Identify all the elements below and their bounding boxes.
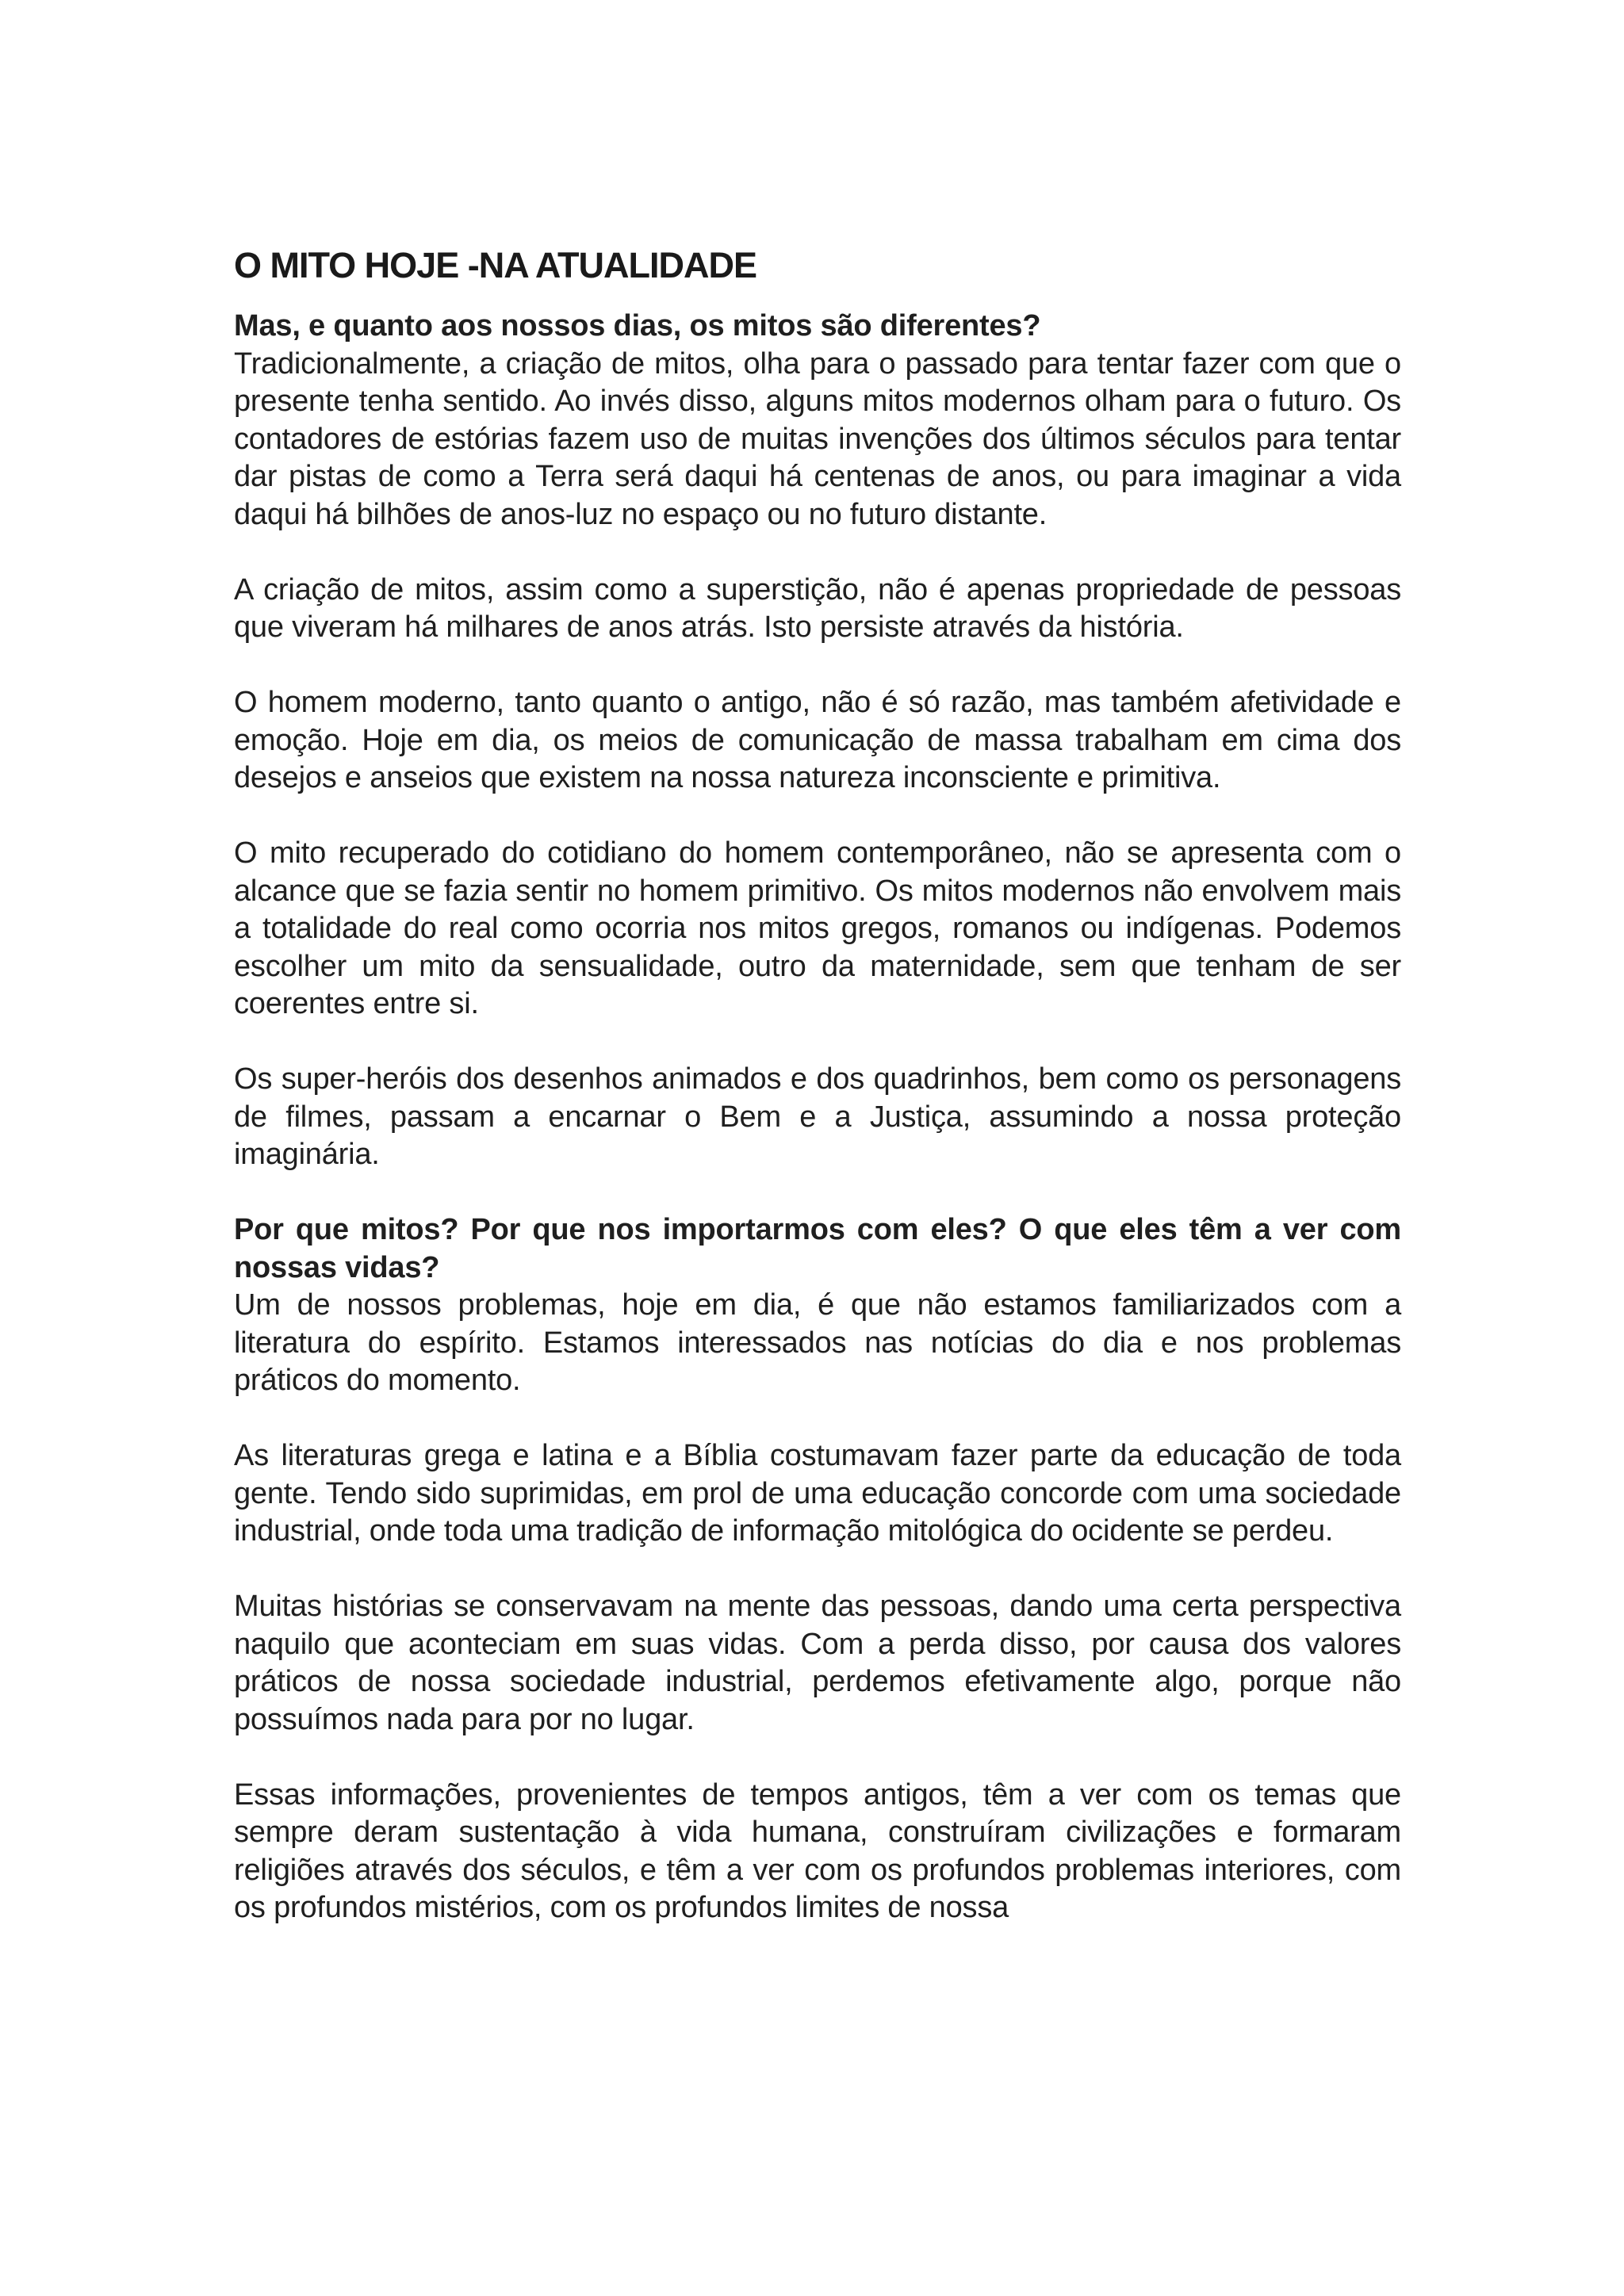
page-title: O MITO HOJE -NA ATUALIDADE [234, 245, 756, 285]
paragraph: O homem moderno, tanto quanto o antigo, não é só razão, mas também afetividade e emoção. Hoje em dia, os meios de comunicação de massa trabalham em cima dos desejos e anseios que existem na nossa natureza inconsciente e primitiva. [234, 686, 1401, 794]
paragraph: Os super-heróis dos desenhos animados e dos quadrinhos, bem como os personagens de filmes, passam a encarnar o Bem e a Justiça, assumindo a nossa proteção imaginária. [234, 1062, 1401, 1171]
section-question: Por que mitos? Por que nos importarmos com eles? O que eles têm a ver com nossas vidas? [234, 1213, 1401, 1284]
section-question: Mas, e quanto aos nossos dias, os mitos são diferentes? [234, 309, 1041, 342]
paragraph: Essas informações, provenientes de tempos antigos, têm a ver com os temas que sempre deram sustentação à vida humana, construíram civilizações e formaram religiões através dos séculos, e têm a ver com os profundos problemas interiores, com os profundos mistérios, com os profundos limites de nossa [234, 1777, 1401, 1924]
paragraph: A criação de mitos, assim como a superstição, não é apenas propriedade de pessoas que viveram há milhares de anos atrás. Isto persiste através da história. [234, 572, 1401, 644]
paragraph: Um de nossos problemas, hoje em dia, é que não estamos familiarizados com a literatura do espírito. Estamos interessados nas notícias do dia e nos problemas práticos do momento. [234, 1288, 1401, 1397]
paragraph: O mito recuperado do cotidiano do homem contemporâneo, não se apresenta com o alcance que se fazia sentir no homem primitivo. Os mitos modernos não envolvem mais a totalidade do real como ocorria nos mitos gregos, romanos ou indígenas. Podemos escolher um mito da sensualidade, outro da maternidade, sem que tenham de ser coerentes entre si. [234, 836, 1401, 1020]
paragraph: Muitas histórias se conservavam na mente das pessoas, dando uma certa perspectiva naquilo que aconteciam em suas vidas. Com a perda disso, por causa dos valores práticos de nossa sociedade industrial, perdemos efetivamente algo, porque não possuímos nada para por no lugar. [234, 1590, 1401, 1736]
paragraph: As literaturas grega e latina e a Bíblia costumavam fazer parte da educação de toda gente. Tendo sido suprimidas, em prol de uma educação concorde com uma sociedade industrial, onde toda uma tradição de informação mitológica do ocidente se perdeu. [234, 1439, 1401, 1548]
document-body [234, 244, 1401, 1927]
paragraph: Tradicionalmente, a criação de mitos, olha para o passado para tentar fazer com que o presente tenha sentido. Ao invés disso, alguns mitos modernos olham para o futuro. Os contadores de estórias fazem uso de muitas invenções dos últimos séculos para tentar dar pistas de como a Terra será daqui há centenas de anos, ou para imaginar a vida daqui há bilhões de anos-luz no espaço ou no futuro distante. [234, 346, 1401, 531]
